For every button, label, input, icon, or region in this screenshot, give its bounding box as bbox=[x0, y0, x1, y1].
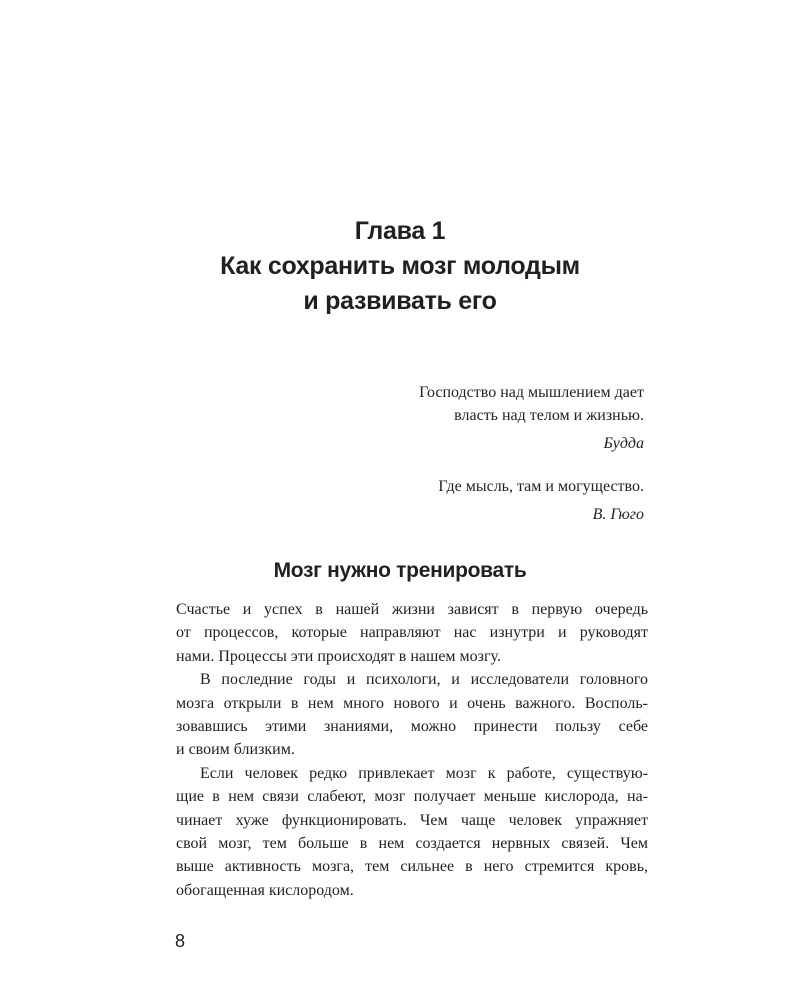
chapter-title bbox=[0, 214, 800, 319]
text-line: зовавшись этими знаниями, можно принести пользу себе bbox=[176, 718, 648, 736]
epigraph-quote-line: Где мысль, там и могущество. bbox=[438, 478, 644, 495]
text-line: выше активность мозга, тем сильнее в него стремится кровь, bbox=[176, 858, 648, 876]
epigraphs bbox=[419, 381, 644, 546]
epigraph-author: В. Гюго bbox=[592, 506, 644, 523]
epigraph-quote-line: Господство над мышлением дает bbox=[419, 384, 644, 401]
text-line: от процессов, которые направляют нас изнутри и руководят bbox=[176, 624, 648, 642]
text-line: Счастье и успех в нашей жизни зависят в первую очередь bbox=[176, 601, 648, 618]
text-line: Если человек редко привлекает мозг к работе, существую- bbox=[200, 764, 648, 782]
paragraph-1 bbox=[176, 598, 648, 668]
text-line: и своим близким. bbox=[176, 741, 295, 759]
body-text bbox=[176, 598, 648, 902]
text-line: В последние годы и психологи, и исследователи головного bbox=[200, 671, 648, 689]
paragraph-3 bbox=[176, 762, 648, 902]
text-line: щие в нем связи слабеют, мозг получает меньше кислорода, на- bbox=[176, 788, 648, 806]
page-number: 8 bbox=[175, 931, 186, 951]
chapter-title-line-1: Как сохранить мозг молодым bbox=[220, 252, 580, 280]
text-line: свой мозг, тем больше в нем создается нервных связей. Чем bbox=[176, 835, 648, 853]
text-line: мозга открыли в нем много нового и очень важного. Восполь- bbox=[176, 694, 648, 712]
section-heading: Мозг нужно тренировать bbox=[273, 559, 527, 582]
text-line: чинает хуже функционировать. Чем чаще человек упражняет bbox=[176, 811, 648, 829]
epigraph-quote-line: власть над телом и жизнью. bbox=[454, 407, 644, 424]
epigraph-author: Будда bbox=[603, 435, 644, 452]
epigraph-buddha bbox=[419, 381, 644, 455]
paragraph-2 bbox=[176, 668, 648, 762]
chapter-number: Глава 1 bbox=[354, 217, 446, 245]
text-line: обогащенная кислородом. bbox=[176, 881, 354, 899]
text-line: нами. Процессы эти происходят в нашем мозгу. bbox=[176, 647, 501, 665]
epigraph-hugo bbox=[419, 475, 644, 526]
chapter-title-line-2: и развивать его bbox=[303, 287, 497, 315]
